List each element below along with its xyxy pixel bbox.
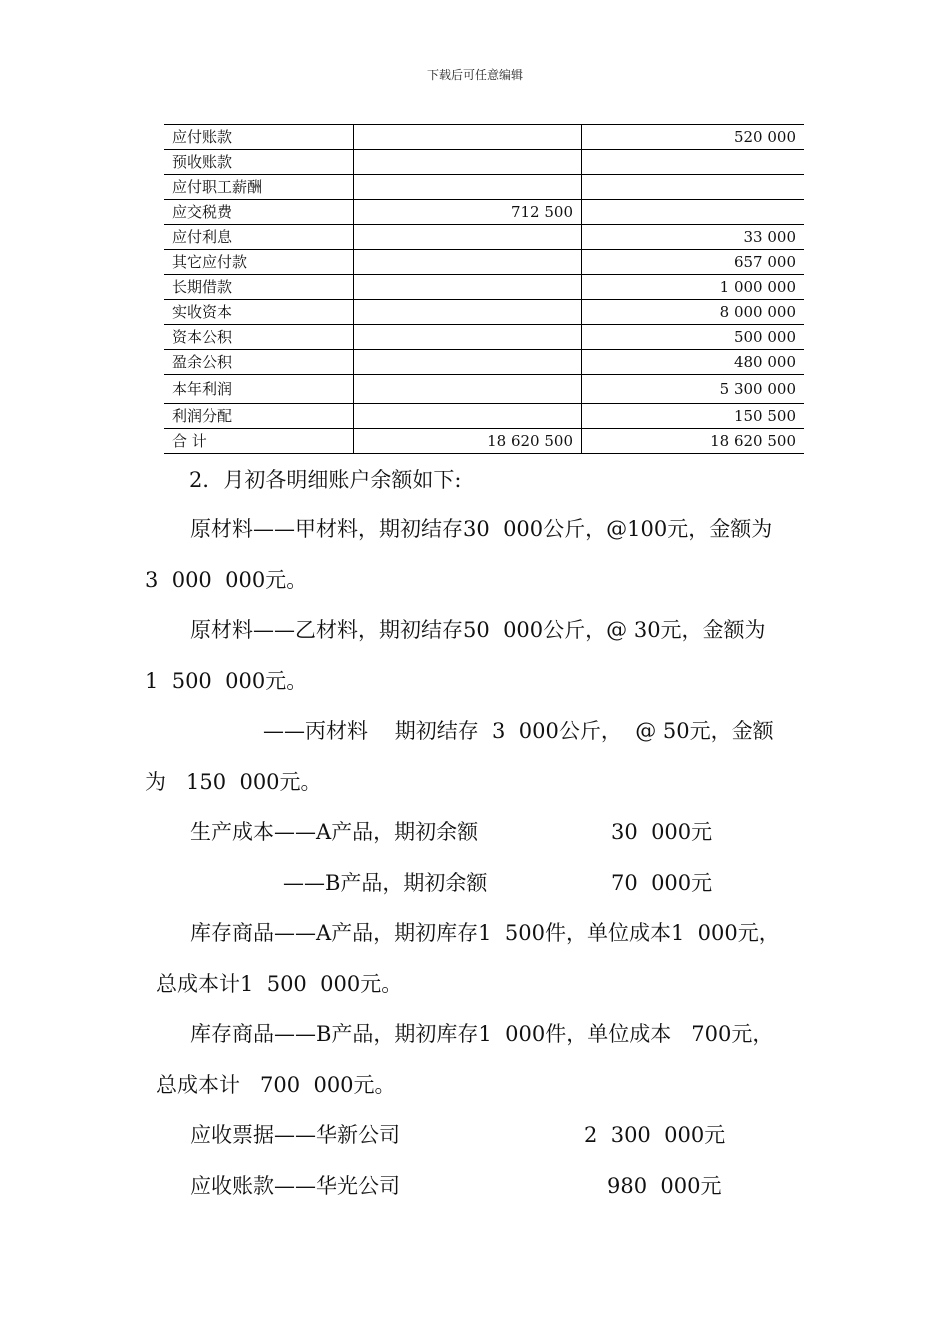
table-row [164, 325, 804, 350]
credit-value: 657 000 [582, 250, 805, 275]
total-label: 合 计 [164, 429, 354, 454]
paragraph-line: 应收票据——华新公司 [190, 1123, 400, 1147]
credit-value: 1 000 000 [582, 275, 805, 300]
amount-value: 980 000元 [607, 1174, 722, 1198]
debit-value [354, 150, 582, 175]
amount-value: 30 000元 [611, 820, 713, 844]
debit-value [354, 350, 582, 375]
paragraph-line: 库存商品——B产品，期初库存1 000件，单位成本 700元， [190, 1022, 774, 1046]
credit-value: 5 300 000 [582, 375, 805, 404]
debit-value [354, 300, 582, 325]
credit-value: 33 000 [582, 225, 805, 250]
account-name: 预收账款 [164, 150, 354, 175]
credit-value: 500 000 [582, 325, 805, 350]
paragraph-line: 原材料——乙材料，期初结存50 000公斤，@ 30元，金额为 [190, 618, 766, 642]
table-row [164, 250, 804, 275]
amount-value: 2 300 000元 [584, 1123, 726, 1147]
account-name: 盈余公积 [164, 350, 354, 375]
table-total-row [164, 429, 804, 454]
debit-value [354, 125, 582, 150]
paragraph-line: 原材料——甲材料，期初结存30 000公斤，@100元，金额为 [190, 517, 773, 541]
account-name: 应交税费 [164, 200, 354, 225]
credit-value: 480 000 [582, 350, 805, 375]
paragraph-line: ——丙材料 期初结存 3 000公斤， @ 50元，金额 [263, 719, 774, 743]
account-name: 本年利润 [164, 375, 354, 404]
paragraph-line: 库存商品——A产品，期初库存1 500件，单位成本1 000元， [190, 921, 780, 945]
table-row [164, 300, 804, 325]
total-credit: 18 620 500 [582, 429, 805, 454]
header-note: 下载后可任意编辑 [426, 68, 523, 82]
amount-value: 70 000元 [611, 871, 713, 895]
table-row [164, 150, 804, 175]
credit-value: 8 000 000 [582, 300, 805, 325]
table-row [164, 275, 804, 300]
account-name: 实收资本 [164, 300, 354, 325]
balance-table [164, 124, 804, 454]
account-name: 资本公积 [164, 325, 354, 350]
credit-value [582, 200, 805, 225]
credit-value [582, 175, 805, 200]
credit-value [582, 150, 805, 175]
account-name: 应付职工薪酬 [164, 175, 354, 200]
paragraph-line: 总成本计1 500 000元。 [156, 972, 403, 996]
account-name: 利润分配 [164, 404, 354, 429]
debit-value [354, 250, 582, 275]
total-debit: 18 620 500 [354, 429, 582, 454]
credit-value: 150 500 [582, 404, 805, 429]
table-row [164, 175, 804, 200]
account-name: 应付利息 [164, 225, 354, 250]
table-row [164, 200, 804, 225]
debit-value [354, 275, 582, 300]
account-name: 其它应付款 [164, 250, 354, 275]
table-row [164, 404, 804, 429]
paragraph-line: ——B产品，期初余额 [283, 871, 488, 895]
paragraph-line: 为 150 000元。 [145, 770, 322, 794]
debit-value [354, 375, 582, 404]
paragraph-line: 1 500 000元。 [145, 669, 308, 693]
table-row [164, 350, 804, 375]
table-row [164, 125, 804, 150]
paragraph-line: 生产成本——A产品，期初余额 [190, 820, 479, 844]
account-name: 长期借款 [164, 275, 354, 300]
paragraph-line: 总成本计 700 000元。 [156, 1073, 396, 1097]
table-row [164, 225, 804, 250]
table-row [164, 375, 804, 404]
section-heading: 2．月初各明细账户余额如下: [189, 468, 462, 492]
debit-value [354, 225, 582, 250]
debit-value: 712 500 [354, 200, 582, 225]
debit-value [354, 404, 582, 429]
paragraph-line: 3 000 000元。 [145, 568, 308, 592]
paragraph-line: 应收账款——华光公司 [190, 1174, 400, 1198]
debit-value [354, 325, 582, 350]
account-name: 应付账款 [164, 125, 354, 150]
debit-value [354, 175, 582, 200]
credit-value: 520 000 [582, 125, 805, 150]
